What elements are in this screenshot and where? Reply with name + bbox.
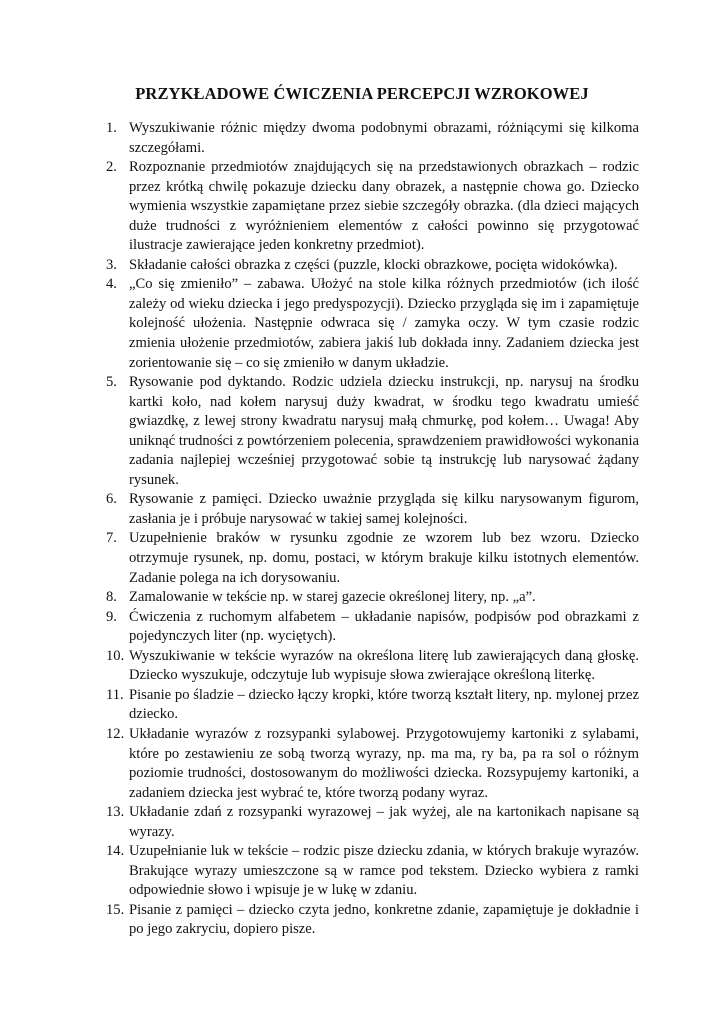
item-number: 15. [106, 901, 125, 918]
list-item [106, 373, 639, 490]
item-text: Pisanie po śladzie – dziecko łączy kropki, które tworzą kształt litery, np. mylonej przez dziecko. [129, 686, 639, 723]
item-number: 7. [106, 530, 117, 547]
item-text: Układanie wyrazów z rozsypanki sylabowej. Przygotowujemy kartoniki z sylabami, które po zestawieniu ze sobą tworzą wyrazy, np. ma ma, ry ba, pa ra sol o różnym poziomie trudności, dostosowanym do możliwości dziecka. Rozsypujemy kartoniki, a zadaniem dziecka jest wybrać te, które tworzą podany wyraz. [129, 725, 639, 801]
list-item [106, 842, 639, 901]
item-number: 5. [106, 374, 117, 391]
item-text: Wyszukiwanie różnic między dwoma podobnymi obrazami, różniącymi się kilkoma szczegółami. [129, 120, 639, 156]
page-title: PRZYKŁADOWE ĆWICZENIA PERCEPCJI WZROKOWEJ [135, 84, 589, 103]
item-text: „Co się zmieniło” – zabawa. Ułożyć na stole kilka różnych przedmiotów (ich ilość zależy od wieku dziecka i jego predyspozycji). Dziecko przygląda się im i zapamiętuje kolejność ułożenia. Następnie odwraca się / zamyka oczy. W tym czasie rodzic zmienia ułożenie przedmiotów, zabiera jakiś lub dokłada inny. Zadaniem dziecka jest zorientowanie się – co się zmieniło w danym układzie. [129, 276, 639, 371]
item-text: Układanie zdań z rozsypanki wyrazowej – jak wyżej, ale na kartonikach napisane są wyrazy. [129, 804, 639, 840]
item-text: Zamalowanie w tekście np. w starej gazecie określonej litery, np. „a”. [129, 589, 536, 606]
item-number: 12. [106, 725, 125, 742]
item-number: 13. [106, 804, 125, 821]
list-item [106, 158, 639, 256]
item-number: 10. [106, 647, 125, 664]
item-number: 3. [106, 256, 117, 273]
item-text: Składanie całości obrazka z części (puzzle, klocki obrazkowe, pocięta widokówka). [129, 256, 618, 273]
list-item [106, 529, 639, 588]
item-text: Uzupełnianie luk w tekście – rodzic pisze dziecku zdania, w których brakuje wyrazów. Brakujące wyrazy umieszczone są w ramce pod tekstem. Dziecko wybiera z ramki odpowiednie słowo i wpisuje je w lukę w zdaniu. [129, 843, 639, 899]
list-item [106, 901, 639, 940]
list-item [106, 725, 639, 803]
list-item [106, 686, 639, 725]
item-text: Rysowanie z pamięci. Dziecko uważnie przygląda się kilku narysowanym figurom, zasłania je i próbuje narysować w takiej samej kolejności. [129, 491, 639, 527]
list-item [106, 803, 639, 842]
item-number: 14. [106, 843, 125, 860]
item-text: Uzupełnienie braków w rysunku zgodnie ze wzorem lub bez wzoru. Dziecko otrzymuje rysunek, np. domu, postaci, w którym brakuje kilku istotnych elementów. Zadanie polega na ich dorysowaniu. [129, 530, 639, 586]
item-number: 4. [106, 276, 117, 293]
item-number: 11. [106, 686, 124, 703]
item-number: 8. [106, 589, 117, 606]
item-text: Rozpoznanie przedmiotów znajdujących się na przedstawionych obrazkach – rodzic przez krótką chwilę pokazuje dziecku dany obrazek, a następnie chowa go. Dziecko wymienia wszystkie zapamiętane przez siebie szczegóły obrazka. (dla dzieci mających duże trudności z wyróżnieniem elementów z całości powinno się przygotować ilustracje zawierające jeden konkretny przedmiot). [129, 159, 639, 254]
list-item [106, 256, 639, 276]
list-item [106, 608, 639, 647]
item-text: Wyszukiwanie w tekście wyrazów na określona literę lub zawierających daną głoskę. Dziecko wyszukuje, odczytuje lub wypisuje słowa zwierające określoną literkę. [129, 647, 639, 684]
exercise-list [106, 119, 639, 940]
item-text: Pisanie z pamięci – dziecko czyta jedno, konkretne zdanie, zapamiętuje je dokładnie i po jego zakryciu, dopiero pisze. [129, 901, 639, 938]
item-number: 9. [106, 608, 117, 625]
list-item [106, 275, 639, 373]
item-text: Rysowanie pod dyktando. Rodzic udziela dziecku instrukcji, np. narysuj na środku kartki koło, nad kołem narysuj duży kwadrat, w środku tego kwadratu umieść gwiazdkę, z lewej strony kwadratu narysuj małą chmurkę, pod kołem… Uwaga! Aby uniknąć trudności z powtórzeniem polecenia, sprawdzeniem prawidłowości wykonania zadania najlepiej wcześniej przygotować sobie tą instrukcję lub narysować żądany rysunek. [129, 374, 639, 488]
item-number: 6. [106, 491, 117, 508]
item-number: 1. [106, 120, 117, 136]
list-item [106, 588, 639, 608]
list-item [106, 119, 639, 158]
list-item [106, 647, 639, 686]
list-item [106, 490, 639, 529]
item-text: Ćwiczenia z ruchomym alfabetem – układanie napisów, podpisów pod obrazkami z pojedynczych liter (np. wyciętych). [129, 608, 639, 645]
item-number: 2. [106, 159, 117, 176]
